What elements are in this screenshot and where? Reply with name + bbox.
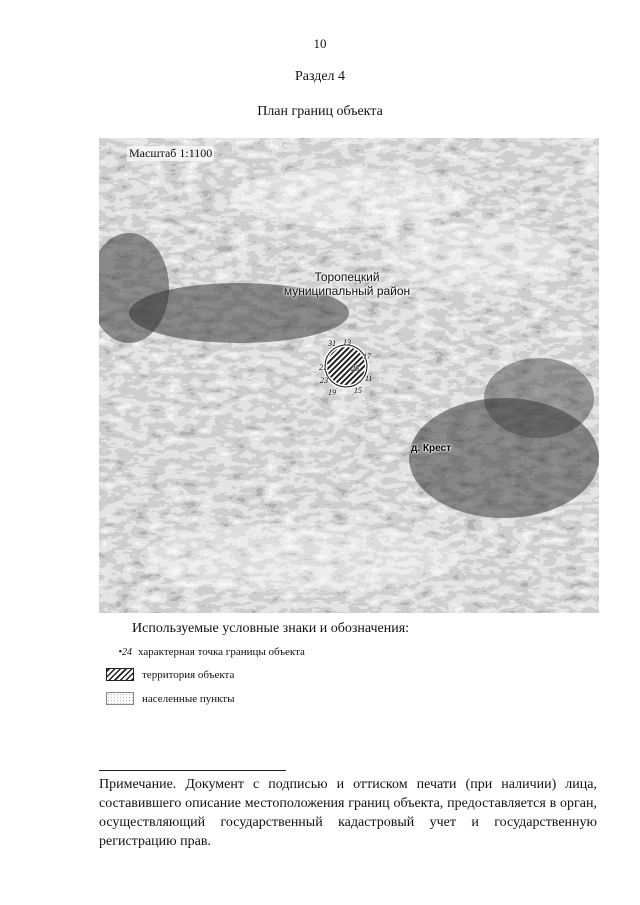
legend-label: территория объекта [142,668,235,681]
boundary-point-label: 31 [328,339,336,348]
legend-item-object-territory [106,668,234,681]
boundary-point-label: 23 [320,376,328,385]
district-label [257,270,437,298]
boundary-point-label: 21 [319,363,327,372]
boundary-point-label: 13 [343,338,351,347]
village-label: д. Крест [411,443,452,454]
boundary-point-icon: •24 [118,646,132,658]
boundary-point-label: 25 [351,364,359,373]
boundary-point-label: 15 [354,386,362,395]
boundary-map [99,138,599,613]
map-scale-label: Масштаб 1:1100 [129,146,213,160]
section-title: Раздел 4 [294,69,346,84]
object-territory [325,345,367,387]
legend-label: характерная точка границы объекта [138,646,305,658]
boundary-point-label: 17 [363,352,371,361]
legend-item-settlements [106,692,235,705]
plan-title: План границ объекта [257,104,383,119]
legend-title: Используемые условные знаки и обозначения: [132,621,410,636]
map-background [99,138,599,613]
district-label-line2: муниципальный район [283,284,411,298]
settlement-area-icon [106,692,134,705]
legend-label: населенные пункты [142,692,235,705]
boundary-point-label: 11 [365,374,373,383]
boundary-point-label: 19 [328,388,336,397]
hatched-territory-icon [106,668,134,681]
footnote-note: Примечание. Документ с подписью и оттиском печати (при наличии) лица, составившего описание местоположения границ объекта, предоставляется в орган, осуществляющий государственный кадастровый учет и государственную регистрацию прав. [99,777,597,849]
district-label-line1: Торопецкий [314,270,380,284]
footnote-rule [99,770,286,771]
page-number: 10 [313,36,327,51]
legend-item-boundary-point [106,646,305,658]
